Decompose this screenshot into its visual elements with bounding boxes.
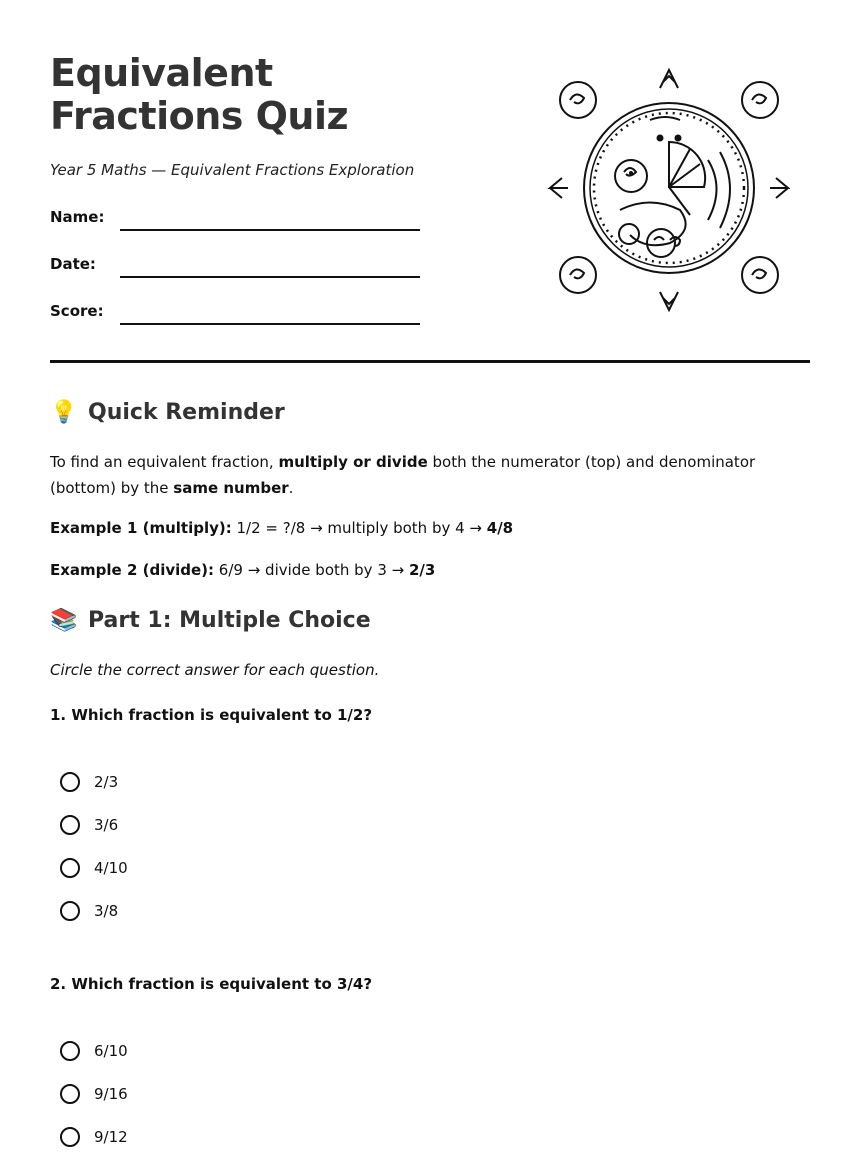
example-1: Example 1 (multiply): 1/2 = ?/8 → multiply both by 4 → 4/8 [50, 519, 514, 537]
option-label: 3/6 [94, 816, 119, 834]
q1-option-d[interactable] [60, 901, 118, 921]
radio-button[interactable] [60, 1084, 80, 1104]
q1-option-c[interactable] [60, 858, 128, 878]
fraction-emblem-icon [540, 60, 790, 320]
books-icon: 📚 [50, 608, 78, 633]
radio-button[interactable] [60, 858, 80, 878]
radio-button[interactable] [60, 1127, 80, 1147]
option-label: 2/3 [94, 773, 119, 791]
name-field[interactable] [120, 229, 420, 231]
q1-option-a[interactable] [60, 772, 118, 792]
subtitle: Year 5 Maths — Equivalent Fractions Exploration [50, 161, 415, 179]
option-label: 4/10 [94, 859, 128, 877]
option-label: 6/10 [94, 1042, 128, 1060]
option-label: 9/16 [94, 1085, 128, 1103]
q2-option-b[interactable] [60, 1084, 128, 1104]
reminder-intro: To find an equivalent fraction, multiply or divide both the numerator (top) and denominator (bottom) by the same number. [50, 453, 756, 497]
q1-option-b[interactable] [60, 815, 118, 835]
reminder-heading-text: Quick Reminder [88, 400, 285, 425]
q2-option-a[interactable] [60, 1041, 128, 1061]
option-label: 9/12 [94, 1128, 128, 1146]
date-label: Date: [50, 255, 96, 273]
question-1: 1. Which fraction is equivalent to 1/2? [50, 706, 373, 724]
radio-button[interactable] [60, 815, 80, 835]
q2-option-c[interactable] [60, 1127, 128, 1147]
score-label: Score: [50, 302, 104, 320]
name-label: Name: [50, 208, 105, 226]
radio-button[interactable] [60, 901, 80, 921]
radio-button[interactable] [60, 772, 80, 792]
part1-instruction: Circle the correct answer for each question. [50, 661, 380, 679]
part1-heading [50, 608, 371, 633]
reminder-heading [50, 400, 285, 425]
page-title: Equivalent Fractions Quiz [50, 51, 349, 138]
example-2: Example 2 (divide): 6/9 → divide both by 3 → 2/3 [50, 561, 436, 579]
date-field[interactable] [120, 276, 420, 278]
lightbulb-icon: 💡 [50, 400, 78, 425]
score-field[interactable] [120, 323, 420, 325]
radio-button[interactable] [60, 1041, 80, 1061]
section-divider [50, 360, 810, 363]
question-2: 2. Which fraction is equivalent to 3/4? [50, 975, 373, 993]
part1-heading-text: Part 1: Multiple Choice [88, 608, 371, 633]
option-label: 3/8 [94, 902, 119, 920]
